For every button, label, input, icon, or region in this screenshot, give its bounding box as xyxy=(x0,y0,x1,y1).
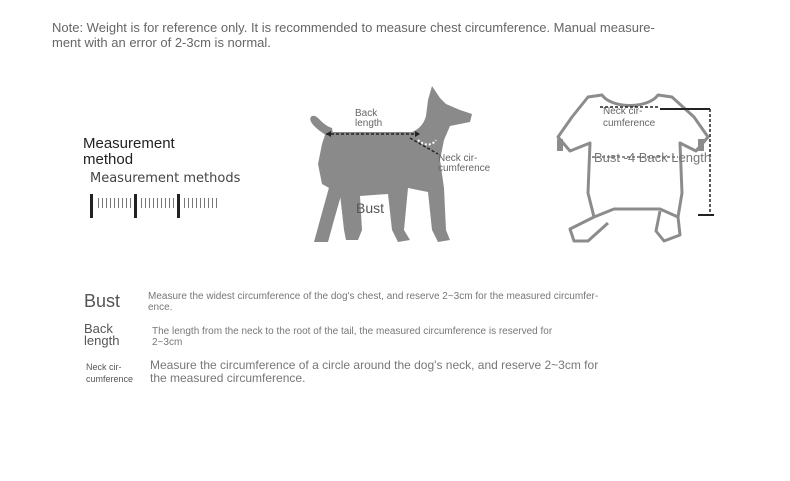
garment-neck-label: Neck cir- cumference xyxy=(603,106,656,129)
garment-bust-back-label: Bust -4 Back Length xyxy=(594,150,712,165)
definition-term-neck: Neck cir- cumference xyxy=(86,362,134,384)
definition-text-bust: Measure the widest circumference of the dog's chest, and reserve 2~3cm for the measured circumfer- ence. xyxy=(148,291,599,313)
weight-note xyxy=(52,20,732,50)
measurement-methods-subtitle: Measurement methods xyxy=(90,171,241,186)
measurement-method-title xyxy=(83,136,175,168)
definition-term-bust: Bust xyxy=(84,291,121,311)
method-title-line-1: Measurement xyxy=(83,135,175,152)
note-line-1: Note: Weight is for reference only. It is recommended to measure chest circumference. Manual measure- xyxy=(52,20,655,35)
note-line-2: ment with an error of 2-3cm is normal. xyxy=(52,35,271,50)
ruler-icon xyxy=(86,192,222,220)
definition-text-back-length: The length from the neck to the root of the tail, the measured circumference is reserved for 2~3cm xyxy=(152,326,553,348)
method-title-line-2: method xyxy=(83,151,134,168)
dog-neck-label: Neck cir- cumference xyxy=(438,153,491,174)
dog-back-length-label: Back length xyxy=(355,108,383,129)
definition-text-neck: Measure the circumference of a circle around the dog's neck, and reserve 2~3cm for the measured circumference. xyxy=(150,358,599,385)
definition-term-back-length: Back length xyxy=(84,321,120,348)
dog-bust-label: Bust xyxy=(356,200,385,216)
